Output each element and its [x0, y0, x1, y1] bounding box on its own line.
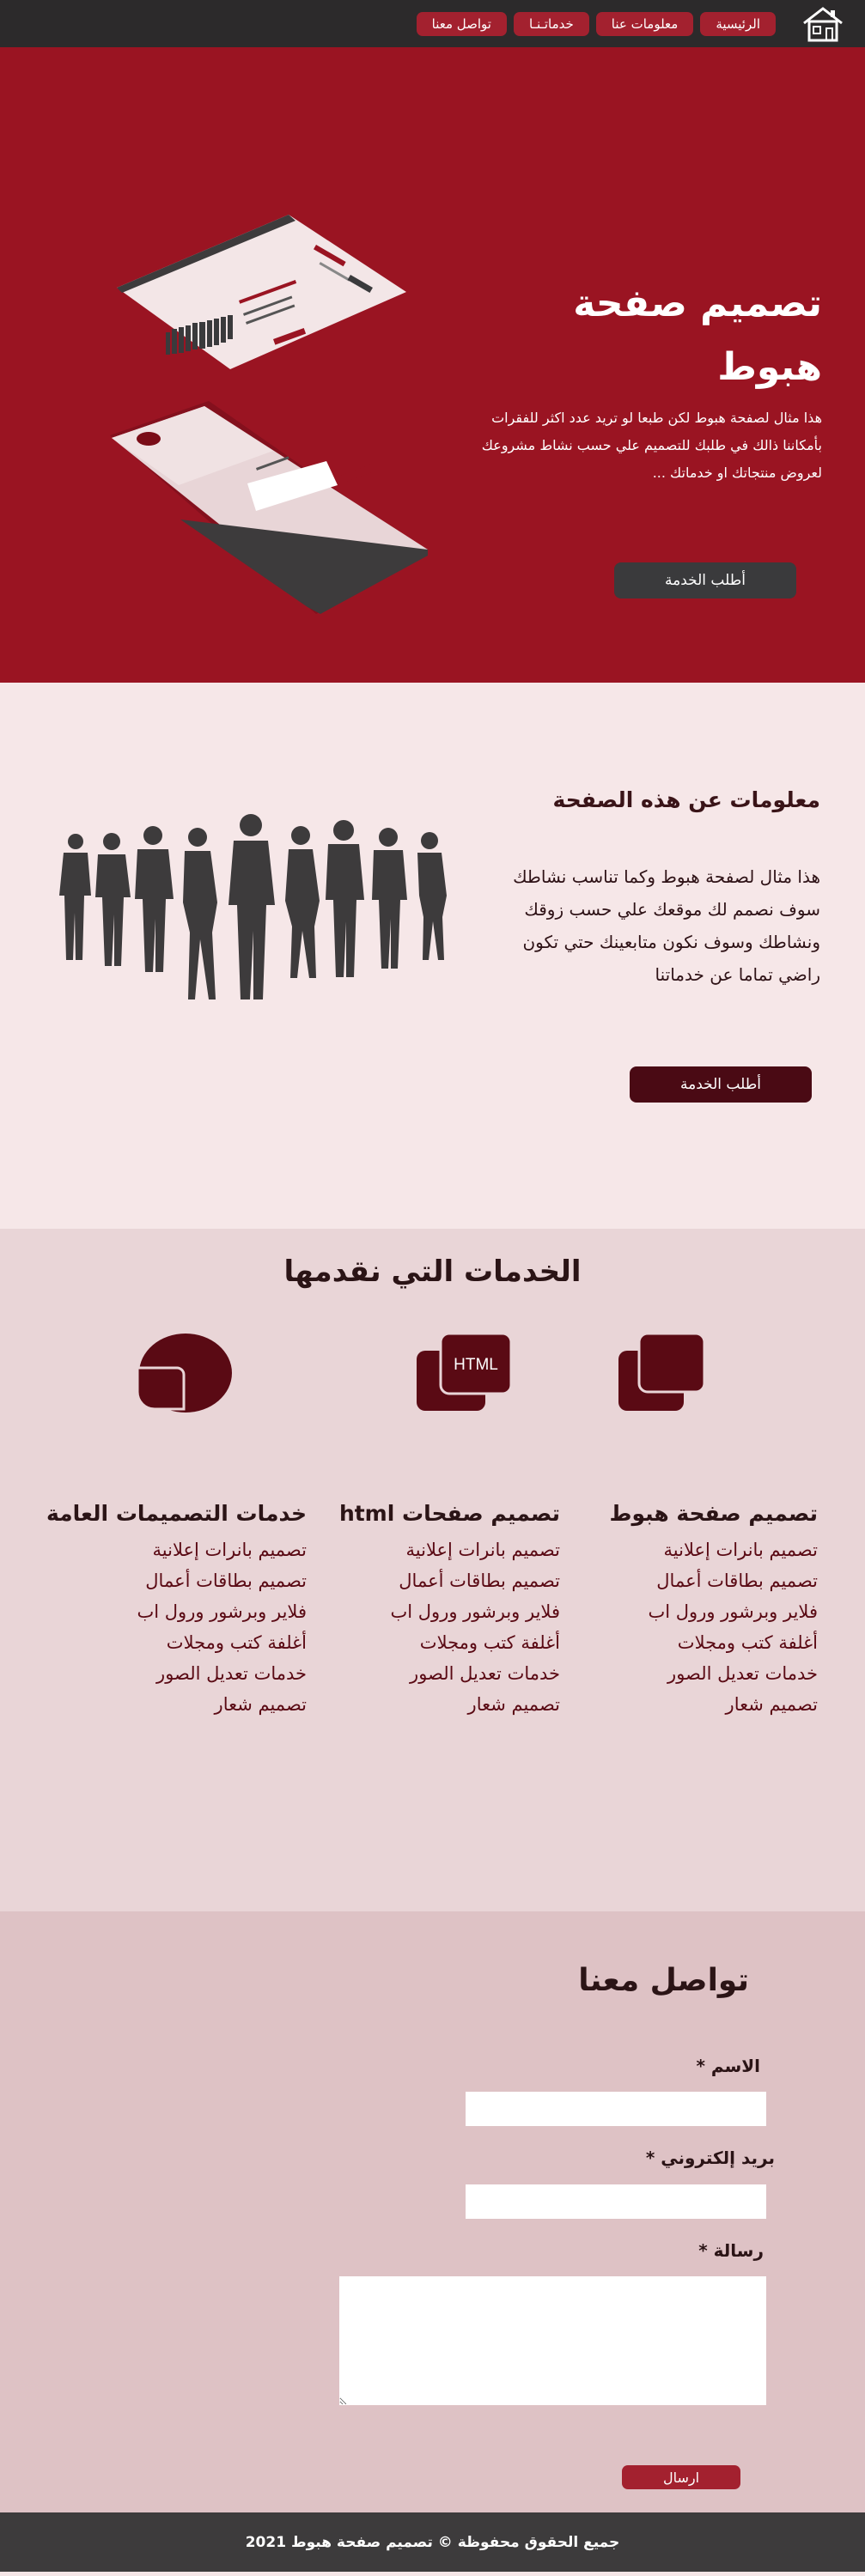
service-item: تصميم بانرات إعلانية	[152, 1540, 307, 1560]
hero-description-line2: بأمكاننا ذالك في طلبك للتصميم علي حسب نشاط مشروعك	[481, 437, 822, 453]
contact-section	[0, 1911, 865, 2512]
name-field[interactable]	[466, 2092, 766, 2126]
services-section	[0, 1229, 865, 1911]
email-field[interactable]	[466, 2184, 766, 2219]
service-item: تصميم شعار	[214, 1694, 307, 1715]
stacked-squares-icon	[617, 1332, 706, 1414]
service-title: خدمات التصميمات العامة	[46, 1501, 307, 1526]
about-title: معلومات عن هذه الصفحة	[552, 787, 820, 812]
hero-description	[418, 404, 822, 487]
email-label: بريد إلكتروني *	[645, 2148, 775, 2168]
nav-services[interactable]: خدماتـنـا	[514, 12, 589, 36]
service-list	[58, 1534, 307, 1720]
hero-title	[418, 272, 822, 399]
about-section	[0, 683, 865, 1229]
hero-section	[0, 47, 865, 683]
hero-description-line3: لعروض منتجاتك او خدماتك ...	[652, 465, 822, 481]
overlapping-circle-icon	[134, 1332, 234, 1414]
service-item: أغلفة كتب ومجلات	[166, 1632, 307, 1653]
service-item: تصميم بانرات إعلانية	[663, 1540, 818, 1560]
nav-contact[interactable]: تواصل معنا	[417, 12, 507, 36]
message-field[interactable]	[339, 2276, 766, 2405]
svg-text:HTML: HTML	[454, 1356, 498, 1374]
submit-button[interactable]: ارسال	[622, 2465, 740, 2489]
service-card-general-design	[46, 1405, 307, 1720]
service-title: تصميم صفحة هبوط	[609, 1501, 818, 1526]
hero-text	[418, 272, 822, 487]
service-item: فلاير وبرشور ورول اب	[648, 1601, 818, 1622]
services-title: الخدمات التي نقدمها	[283, 1255, 582, 1289]
service-card-landing-page	[569, 1405, 818, 1720]
top-navbar	[0, 0, 865, 47]
house-icon[interactable]	[800, 4, 846, 44]
hero-description-line1: هذا مثال لصفحة هبوط لكن طبعا لو تريد عدد اكثر للفقرات	[491, 410, 822, 426]
service-item: تصميم بطاقات أعمال	[145, 1571, 307, 1591]
service-list	[569, 1534, 818, 1720]
service-title: تصميم صفحات html	[338, 1501, 560, 1526]
html-icon	[415, 1332, 513, 1414]
service-item: فلاير وبرشور ورول اب	[137, 1601, 307, 1622]
hero-title-line2: هبوط	[717, 345, 822, 389]
service-item: فلاير وبرشور ورول اب	[390, 1601, 560, 1622]
hero-title-line1: تصميم صفحة	[573, 282, 822, 325]
service-list	[311, 1534, 560, 1720]
message-label: رسالة *	[698, 2240, 764, 2261]
about-paragraph: هذا مثال لصفحة هبوط وكما تناسب نشاطك سوف نصمم لك موقعك علي حسب زوقك ونشاطك وسوف نكون متابعينك حتي تكون راضي تماما عن خدماتنا	[513, 866, 820, 985]
service-item: تصميم بانرات إعلانية	[405, 1540, 560, 1560]
service-item: أغلفة كتب ومجلات	[677, 1632, 818, 1653]
footer	[0, 2512, 865, 2572]
service-item: تصميم شعار	[725, 1694, 818, 1715]
house-icon-svg	[801, 6, 844, 42]
contact-title: تواصل معنا	[578, 1963, 749, 1998]
nav-home[interactable]: الرئيسية	[700, 12, 776, 36]
name-label: الاسم *	[696, 2056, 760, 2076]
service-card-html-pages	[311, 1356, 560, 1720]
business-people-silhouette	[52, 811, 481, 1009]
service-item: تصميم بطاقات أعمال	[656, 1571, 818, 1591]
about-request-service-button[interactable]: أطلب الخدمة	[630, 1066, 812, 1103]
service-item: تصميم بطاقات أعمال	[399, 1571, 560, 1591]
service-item: تصميم شعار	[467, 1694, 560, 1715]
service-item: أغلفة كتب ومجلات	[419, 1632, 560, 1653]
nav-about[interactable]: معلومات عنا	[596, 12, 694, 36]
landing-page-mockup-image	[101, 210, 436, 623]
service-item: خدمات تعديل الصور	[667, 1663, 818, 1684]
service-item: خدمات تعديل الصور	[156, 1663, 307, 1684]
service-item: خدمات تعديل الصور	[410, 1663, 560, 1684]
hero-request-service-button[interactable]: أطلب الخدمة	[614, 562, 796, 598]
copyright-text: جميع الحقوق محفوظة © تصميم صفحة هبوط 2021	[245, 2533, 620, 2551]
